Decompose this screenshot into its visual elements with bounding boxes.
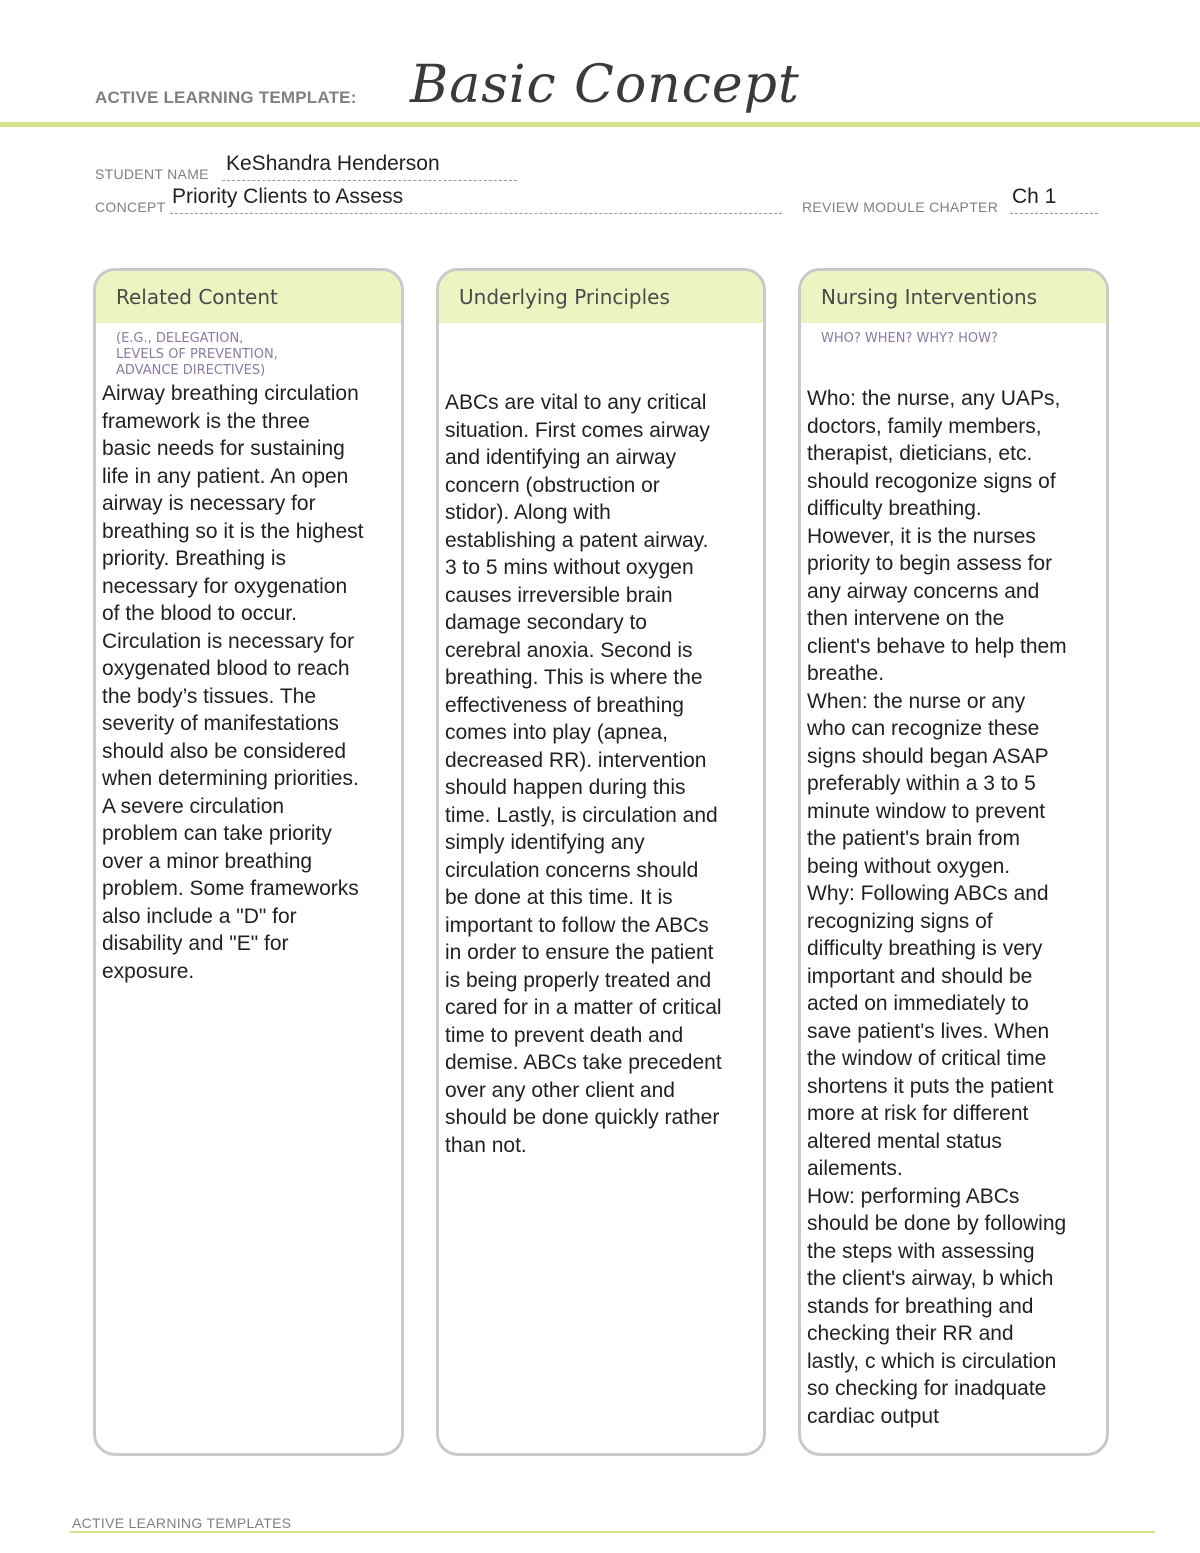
chapter-line xyxy=(1010,213,1098,214)
related-content-heading: Related Content xyxy=(96,271,401,323)
nursing-interventions-text[interactable]: Who: the nurse, any UAPs, doctors, family members, therapist, dieticians, etc. should recogonize signs of difficulty breathing. However, it is the nurses priority to begin assess for any airway concerns and then intervene on the client's behave to help them breathe. When: the nurse or any who can recognize these signs should began ASAP preferably within a 3 to 5 minute window to prevent the patient's brain from being without oxygen. Why: Following ABCs and recognizing signs of difficulty breathing is very important and should be acted on immediately to save patient's lives. When the window of critical time shortens it puts the patient more at risk for different altered mental status ailements. How: performing ABCs should be done by following the steps with assessing the client's airway, b which stands for breathing and checking their RR and lastly, c which is circulation so checking for inadquate cardiac output xyxy=(807,387,1067,1428)
related-content-text[interactable]: Airway breathing circulation framework is the three basic needs for sustaining life in any patient. An open airway is necessary for breathing so it is the highest priority. Breathing is necessary for oxygenation of the blood to occur. Circulation is necessary for oxygenated blood to reach the body’s tissues. The severity of manifestations should also be considered when determining priorities. A severe circulation problem can take priority over a minor breathing problem. Some frameworks also include a "D" for disability and "E" for exposure. xyxy=(102,382,364,983)
template-label: ACTIVE LEARNING TEMPLATE: xyxy=(95,88,357,107)
related-content-panel xyxy=(93,268,404,1456)
concept-label: CONCEPT xyxy=(95,199,166,215)
related-content-hint: (E.G., DELEGATION, LEVELS OF PREVENTION, ADVANCE DIRECTIVES) xyxy=(116,331,278,378)
nursing-interventions-panel xyxy=(798,268,1109,1456)
page-title: Basic Concept xyxy=(410,55,800,115)
header-divider xyxy=(0,122,1200,127)
underlying-principles-panel xyxy=(436,268,766,1456)
chapter-field[interactable]: Ch 1 xyxy=(1012,185,1057,208)
nursing-interventions-heading: Nursing Interventions xyxy=(801,271,1106,323)
student-name-label: STUDENT NAME xyxy=(95,166,209,182)
concept-line xyxy=(170,213,782,214)
chapter-label: REVIEW MODULE CHAPTER xyxy=(802,199,999,215)
underlying-principles-text[interactable]: ABCs are vital to any critical situation. First comes airway and identifying an airway concern (obstruction or stidor). Along with establishing a patent airway. 3 to 5 mins without oxygen causes irreversible brain damage secondary to cerebral anoxia. Second is breathing. This is where the effectiveness of breathing comes into play (apnea, decreased RR). intervention should happen during this time. Lastly, is circulation and simply identifying any circulation concerns should be done at this time. It is important to follow the ABCs in order to ensure the patient is being properly treated and cared for in a matter of critical time to prevent death and demise. ABCs take precedent over any other client and should be done quickly rather than not. xyxy=(445,391,722,1157)
concept-field[interactable]: Priority Clients to Assess xyxy=(172,185,404,208)
footer-label: ACTIVE LEARNING TEMPLATES xyxy=(72,1515,292,1531)
student-name-field[interactable]: KeShandra Henderson xyxy=(226,152,440,175)
nursing-interventions-hint: WHO? WHEN? WHY? HOW? xyxy=(821,331,998,346)
student-name-line xyxy=(222,180,517,181)
underlying-principles-heading: Underlying Principles xyxy=(439,271,763,323)
footer-divider xyxy=(70,1531,1155,1533)
